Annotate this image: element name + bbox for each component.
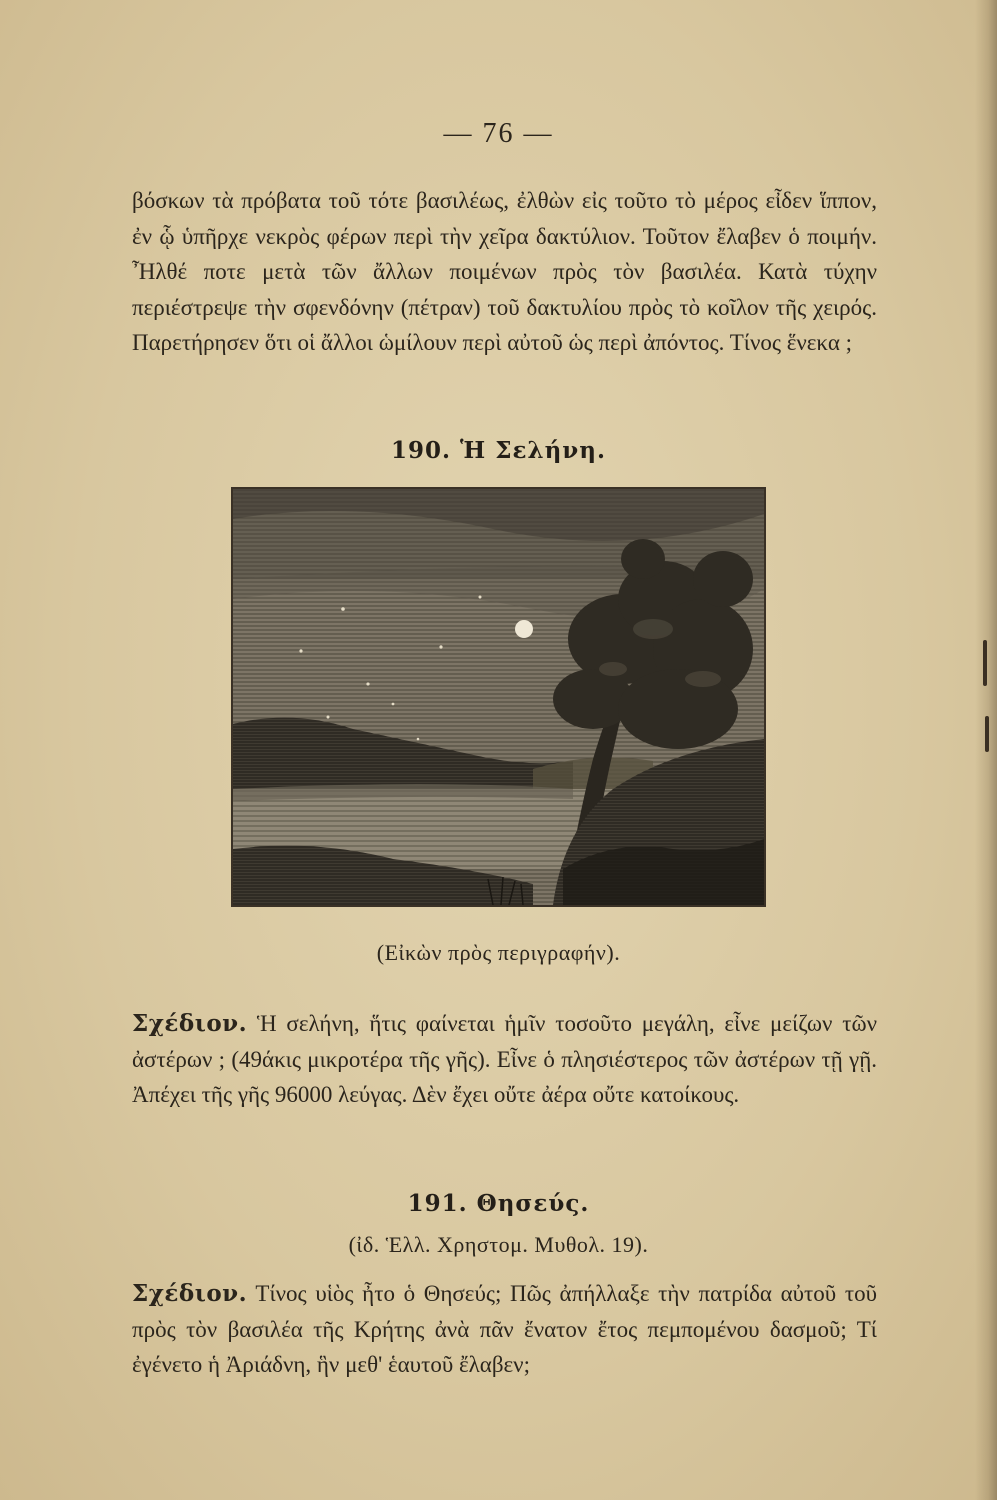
margin-mark bbox=[985, 716, 989, 752]
margin-mark bbox=[983, 640, 987, 686]
section-191-reference: (ἰδ. Ἑλλ. Χρηστομ. Μυθολ. 19). bbox=[348, 1232, 649, 1257]
illustration-caption: (Εἰκὼν πρὸς περιγραφήν). bbox=[376, 940, 621, 965]
section-191-paragraph bbox=[132, 1276, 877, 1383]
section-191-text: Τίνος υἱὸς ἦτο ὁ Θησεύς; Πῶς ἀπήλλαξε τὴν πατρίδα αὐτοῦ τοῦ πρὸς τὸν βασιλέα τῆς Κρήτης ἀνὰ πᾶν ἔνατον ἔτος πεμπομένου δασμοῦ; Τί ἐγένετο ἡ Ἀριάδνη, ἣν μεθ' ἑαυτοῦ ἔλαβεν; bbox=[132, 1281, 877, 1377]
section-191-lead: Σχέδιον. bbox=[132, 1280, 248, 1307]
section-190-lead: Σχέδιον. bbox=[132, 1010, 248, 1037]
intro-paragraph: βόσκων τὰ πρόβατα τοῦ τότε βασιλέως, ἐλθὼν εἰς τοῦτο τὸ μέρος εἶδεν ἵππον, ἐν ᾧ ὑπῆρχε νεκρὸς φέρων περὶ τὴν χεῖρα δακτύλιον. Τοῦτον ἔλαβεν ὁ ποιμήν. Ἦλθέ ποτε μετὰ τῶν ἄλλων ποιμένων πρὸς τὸν βασιλέα. Κατὰ τύχην περιέστρεψε τὴν σφενδόνην (πέτραν) τοῦ δακτυλίου πρὸς τὸ κοῖλον τῆς χειρός. Παρετήρησεν ὅτι οἱ ἄλλοι ὡμίλουν περὶ αὐτοῦ ὡς περὶ ἀπόντος. Τίνος ἕνεκα ; bbox=[132, 188, 877, 355]
page-number: — 76 — bbox=[443, 118, 554, 149]
section-190-heading: 190. Ἡ Σελήνη. bbox=[391, 437, 606, 464]
moon-landscape-engraving bbox=[231, 487, 766, 907]
section-191-heading: 191. Θησεύς. bbox=[407, 1190, 590, 1217]
section-190-text: Ἡ σελήνη, ἥτις φαίνεται ἡμῖν τοσοῦτο μεγάλη, εἶνε μείζων τῶν ἀστέρων ; (49άκις μικροτέρα τῆς γῆς). Εἶνε ὁ πλησιέστερος τῶν ἀστέρων τῇ γῇ. Ἀπέχει τῆς γῆς 96000 λεύγας. Δὲν ἔχει οὔτε ἀέρα οὔτε κατοίκους. bbox=[132, 1011, 877, 1107]
section-190-paragraph bbox=[132, 1006, 877, 1113]
